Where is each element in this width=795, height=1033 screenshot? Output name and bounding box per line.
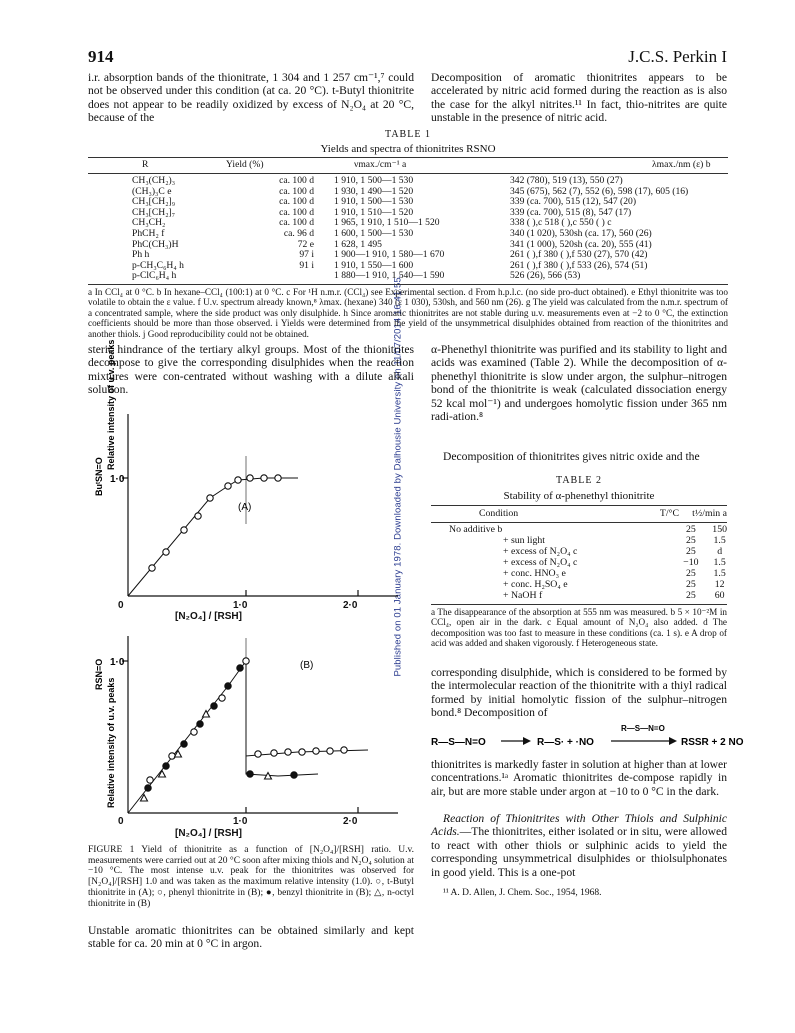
- panel-a-ytick: 1·0: [110, 474, 125, 485]
- data-point: [261, 475, 267, 481]
- table1-title: Yields and spectra of thionitrites RSNO: [320, 143, 496, 155]
- table1-cell: 342 (780), 519 (13), 550 (27): [510, 175, 623, 186]
- data-point: [313, 748, 319, 754]
- header-cell: T/°C: [659, 508, 680, 519]
- table1-cell: 1 910, 1 510—1 520: [334, 206, 414, 218]
- equation-intermediate: R—S· + ·NO: [537, 737, 594, 748]
- panel-b-x0: 0: [118, 816, 124, 827]
- data-point: [159, 771, 166, 778]
- figure-panel-b: [88, 628, 418, 818]
- table2-cell: d: [717, 546, 723, 557]
- table1-cell: 97 i: [299, 249, 314, 261]
- panel-b-label: (B): [300, 660, 314, 671]
- header-cell: λmax./nm (ε) b: [652, 159, 711, 170]
- table1-row: [104, 271, 688, 282]
- table2-cell: 25: [685, 590, 696, 601]
- equation-reactant: R—S—N=O: [431, 737, 486, 748]
- table1-cell: CH₃(CH₂)₃: [132, 175, 176, 186]
- data-point: [219, 695, 225, 701]
- table2-cell: 25: [685, 579, 696, 590]
- table1-cell: CH₃[CH₂]₇: [132, 206, 176, 218]
- table1-cell: 1 930, 1 490—1 520: [334, 185, 414, 197]
- table1-cell: 341 (1 000), 520sh (ca. 20), 555 (41): [510, 238, 652, 250]
- table1-cell: 1 628, 1 495: [334, 238, 382, 250]
- table2-row: [431, 557, 727, 568]
- data-point: [341, 747, 347, 753]
- data-point: [175, 751, 182, 758]
- table1-cell: 339 (ca. 700), 515 (12), 547 (20): [510, 196, 637, 208]
- intro-left-paragraph: i.r. absorption bands of the thionitrate, 1 304 and 1 257 cm⁻¹,⁷ could not be observed under this condition (at ca. 20 °C). t-Butyl thionitrite does not appear to be readily oxidized by excess of N₂O₄ at 20 °C, because of the: [88, 71, 414, 125]
- data-point: [181, 527, 187, 533]
- table2-row: [431, 579, 727, 590]
- panel-b-axes: [122, 636, 398, 813]
- body-right-paragraph-4: thionitrites is markedly faster in solution at higher than at lower concentrations.¹ᵃ Aromatic thionitrites de-compose rapidly in air, but are more stable under argon at −10 to 0 °C in the dark.: [431, 758, 727, 798]
- table2-cell: 1.5: [713, 568, 726, 579]
- table2-row: [431, 535, 727, 546]
- panel-a-xlabel: [N₂O₄] / [RSH]: [175, 611, 242, 622]
- table2-footnote: a The disappearance of the absorption at 555 nm was measured. b 5 × 10⁻²M in CCl₄, open air in the dark. c Equal amount of N₂O₄ also added. d The decomposition was too fast to measure in these conditions (ca. 1 s). e A drop of acid was added and shaken vigorously. f Heterogeneous state.: [431, 607, 727, 649]
- panel-b-yname: RSN=O: [94, 658, 104, 690]
- equation-product: RSSR + 2 NO: [681, 737, 744, 748]
- equation-over-arrow: R—S—N=O: [621, 724, 665, 733]
- table2-cell: + NaOH f: [503, 590, 543, 601]
- data-point: [195, 513, 201, 519]
- section-heading: Reaction of Thionitrites with Other Thiols and Sulphinic Acids.: [431, 812, 727, 839]
- data-point: [147, 777, 153, 783]
- header-cell: Yield (%): [226, 159, 264, 170]
- table2: [431, 508, 727, 519]
- table1-cell: ca. 100 d: [279, 196, 314, 208]
- panel-b-x1: 1·0: [233, 816, 248, 827]
- reference-11: ¹¹ A. D. Allen, J. Chem. Soc., 1954, 1968.: [443, 888, 602, 898]
- table1-cell: 72 e: [297, 238, 314, 250]
- table2-cell: 25: [685, 546, 696, 557]
- header-cell: R: [142, 159, 149, 170]
- table1-footnote: a In CCl₄ at 0 °C. b In hexane–CCl₄ (100:1) at 0 °C. c For ¹H n.m.r. (CCl₄) see Experimental section. d From h.p.l.c. (no side pro-duct obtained). e Ethyl thionitrite was too volatile to obtain the ε value. f U.v. spectrum already known,⁸ λmax. (hexane) 340 (ε 1 030), 530sh, and 560 nm (26). g The yield was calculated from the n.m.r. spectrum of a concentrated sample, where the side product was only disulphide. h Since aromatic thionitrites are not stable during u.v. measurements even at −2 to 0 °C, the extinction coefficients should be more than those observed. i Yields were determined from the yield of the unsymmetrical disulphides obtained from reaction of the thionitrites and another thiols. j Good reproducibility could not be obtained.: [88, 287, 728, 339]
- body-after-figure: Unstable aromatic thionitrites can be obtained similarly and kept stable for ca. 20 min at 0 °C in argon.: [88, 924, 414, 951]
- table2-cell: 25: [685, 568, 696, 579]
- data-point: [163, 763, 169, 769]
- journal-name: J.C.S. Perkin I: [628, 47, 727, 66]
- data-point: [275, 475, 281, 481]
- table2-cell: 25: [685, 524, 696, 535]
- table1-cell: ca. 100 d: [279, 206, 314, 218]
- panel-a-x0: 0: [118, 600, 124, 611]
- body-left-paragraph: steric hindrance of the tertiary alkyl groups. Most of the thionitrites decompose to give the corresponding disulphides when the reaction mixtures were con-centrated without washing with a dilute alkali solution.: [88, 343, 414, 397]
- data-point: [235, 477, 241, 483]
- data-point: [191, 729, 197, 735]
- data-point: [299, 749, 305, 755]
- panel-a-yname: BuᵗSN=O: [94, 457, 104, 496]
- figure-caption: FIGURE 1 Yield of thionitrite as a function of [N₂O₄]/[RSH] ratio. U.v. measurements were carried out at 20 °C soon after mixing thiols and N₂O₄ solution at −10 °C. The most intense u.v. peak for the thionitrites was observed for [N₂O₄]/[RSH] 1.0 and was taken as the maximum relative intensity (1.0). ○, t-Butyl thionitrite in (A); ○, phenyl thionitrite in (B); ●, benzyl thionitrite in (B); △, n-octyl thionitrite in (B): [88, 845, 414, 909]
- panel-a-label: (A): [238, 502, 252, 513]
- panel-b-ytick: 1·0: [110, 657, 125, 668]
- data-point: [181, 741, 187, 747]
- panel-b-xlabel: [N₂O₄] / [RSH]: [175, 828, 242, 839]
- table1-cell: PhC(CH₃)H: [132, 238, 179, 250]
- section-body: —The thionitrites, either isolated or in situ, were allowed to react with other thiols or sulphinic acids to yield the corresponding unsymmetrical disulphides or thiolsulphonates in good yield. This is a one-pot: [431, 825, 727, 879]
- header-cell: Condition: [479, 508, 519, 519]
- table2-row: [431, 568, 727, 579]
- table2-body: [431, 524, 727, 601]
- table2-title: Stability of α-phenethyl thionitrite: [503, 490, 655, 502]
- table2-cell: −10: [683, 557, 699, 568]
- table1-header-row: [104, 160, 711, 171]
- data-point: [163, 549, 169, 555]
- panel-b-x2: 2·0: [343, 816, 358, 827]
- panel-b-curves: [128, 638, 368, 813]
- table2-cell: 1.5: [713, 535, 726, 546]
- panel-a-axes: [122, 414, 398, 596]
- table2-cell: + sun light: [503, 535, 545, 546]
- panel-a-curve: [128, 456, 298, 596]
- table2-cell: 60: [714, 590, 725, 601]
- data-point: [243, 658, 249, 664]
- data-point: [255, 751, 261, 757]
- data-point: [211, 703, 217, 709]
- table2-cell: 12: [714, 579, 725, 590]
- table1-cell: [236, 271, 328, 282]
- table1-cell: ca. 100 d: [279, 175, 314, 186]
- table2-cell: No additive b: [449, 524, 503, 535]
- table1-cell: Ph h: [132, 249, 150, 261]
- table1-cell: 91 i: [299, 259, 314, 271]
- table2-cell: 25: [685, 535, 696, 546]
- table1-cell: 1 910, 1 500—1 530: [334, 175, 414, 186]
- table1-row: [104, 176, 688, 187]
- table2-row: [431, 590, 727, 601]
- table1-label: TABLE 1: [385, 129, 431, 140]
- table1-row: [104, 229, 688, 240]
- table1-body: [104, 176, 688, 282]
- table2-row: [431, 524, 727, 535]
- table1-cell: 1 910, 1 500—1 530: [334, 196, 414, 208]
- data-point: [197, 721, 203, 727]
- data-point: [225, 483, 231, 489]
- page-number: 914: [88, 47, 114, 66]
- body-right-paragraph-1: α-Phenethyl thionitrite was purified and its stability to light and acids was examined (Table 2). While the decomposition of α-phenethyl thionitrite is slow under argon, the sulphur–nitrogen bond of the thionitrite is weak (calculated dissociation energy 52 kcal mol⁻¹) and undergoes homolytic fission under 365 nm radi-ation.⁸: [431, 343, 727, 424]
- panel-b-ylabel: Relative intensity of u.v. peaks: [106, 677, 116, 808]
- table1-cell: CH₃[CH₂]₉: [132, 196, 176, 208]
- table1: [104, 160, 711, 171]
- table1-cell: ca. 100 d: [279, 217, 314, 229]
- table1-cell: 1 600, 1 500—1 530: [334, 227, 414, 239]
- body-right-paragraph-2: Decomposition of thionitrites gives nitric oxide and the: [443, 450, 700, 463]
- data-point: [145, 785, 151, 791]
- table2-cell: 1.5: [713, 557, 726, 568]
- table1-cell: PhCH₂ f: [132, 227, 165, 239]
- data-point: [169, 753, 175, 759]
- panel-a-x2: 2·0: [343, 600, 358, 611]
- data-point: [149, 565, 155, 571]
- panel-a-ylabel: Relative intensity of u.v. peaks: [106, 339, 116, 470]
- table2-cell: + conc. HNO₃ e: [503, 568, 566, 579]
- table1-cell: p-ClC₆H₄ h: [132, 270, 177, 282]
- table2-cell: + excess of N₂O₄ c: [503, 546, 578, 557]
- header-cell: νmax./cm⁻¹ a: [354, 159, 407, 170]
- table1-cell: CH₃CH₂: [132, 217, 166, 229]
- table1-cell: 1 880—1 910, 1 540—1 590: [334, 270, 445, 282]
- table1-cell: 340 (1 020), 530sh (ca. 17), 560 (26): [510, 227, 652, 239]
- intro-right-paragraph: Decomposition of aromatic thionitrites appears to be accelerated by nitric acid formed during the reaction as is also the case for the alkyl nitrites.¹¹ In fact, thio-nitrites are quite unstable in the presence of nitric acid.: [431, 71, 727, 125]
- body-right-paragraph-5: [431, 812, 727, 879]
- data-point: [225, 683, 231, 689]
- table1-cell: 261 ( ),f 380 ( ),f 533 (26), 574 (51): [510, 259, 648, 271]
- table1-cell: 345 (675), 562 (7), 552 (6), 598 (17), 605 (16): [510, 185, 689, 197]
- table1-cell: 1 910, 1 550—1 600: [334, 259, 414, 271]
- table2-cell: + excess of N₂O₄ c: [503, 557, 578, 568]
- panel-a-x1: 1·0: [233, 600, 248, 611]
- table1-cell: 338 ( ),c 518 ( ),c 550 ( ) c: [510, 217, 612, 229]
- data-point: [291, 772, 297, 778]
- reaction-equation: [431, 722, 744, 752]
- table1-cell: 1 900—1 910, 1 580—1 670: [334, 249, 445, 261]
- data-point: [285, 749, 291, 755]
- table2-cell: + conc. H₂SO₄ e: [503, 579, 568, 590]
- table2-header-row: [431, 508, 727, 519]
- table1-cell: ca. 100 d: [279, 185, 314, 197]
- table1-cell: 1 965, 1 910, 1 510—1 520: [334, 217, 440, 229]
- data-point: [207, 495, 213, 501]
- data-point: [247, 475, 253, 481]
- table2-label: TABLE 2: [556, 475, 602, 486]
- header-cell: t½/min a: [692, 508, 727, 519]
- body-right-paragraph-3: corresponding disulphide, which is considered to be formed by the intermolecular reaction of the thionitrite with a thiyl radical formed by initial homolytic fission of the sulphur–nitrogen bond.⁸ Decomposition of: [431, 666, 727, 720]
- table1-cell: 526 (26), 566 (53): [510, 270, 581, 282]
- table1-cell: p-CH₃C₆H₄ h: [132, 259, 184, 271]
- table1-cell: (CH₃)₃C e: [132, 185, 172, 197]
- table1-cell: 339 (ca. 700), 515 (8), 547 (17): [510, 206, 632, 218]
- table2-cell: 150: [712, 524, 727, 535]
- data-point: [247, 771, 253, 777]
- data-point: [327, 748, 333, 754]
- data-point: [271, 750, 277, 756]
- data-point: [237, 665, 243, 671]
- table1-cell: ca. 96 d: [283, 227, 314, 239]
- table1-cell: 261 ( ),f 380 ( ),f 530 (27), 570 (42): [510, 249, 648, 261]
- download-watermark: Published on 01 January 1978. Downloaded by Dalhousie University on 11/07/2014 16:41:55.: [392, 274, 404, 677]
- table2-row: [431, 546, 727, 557]
